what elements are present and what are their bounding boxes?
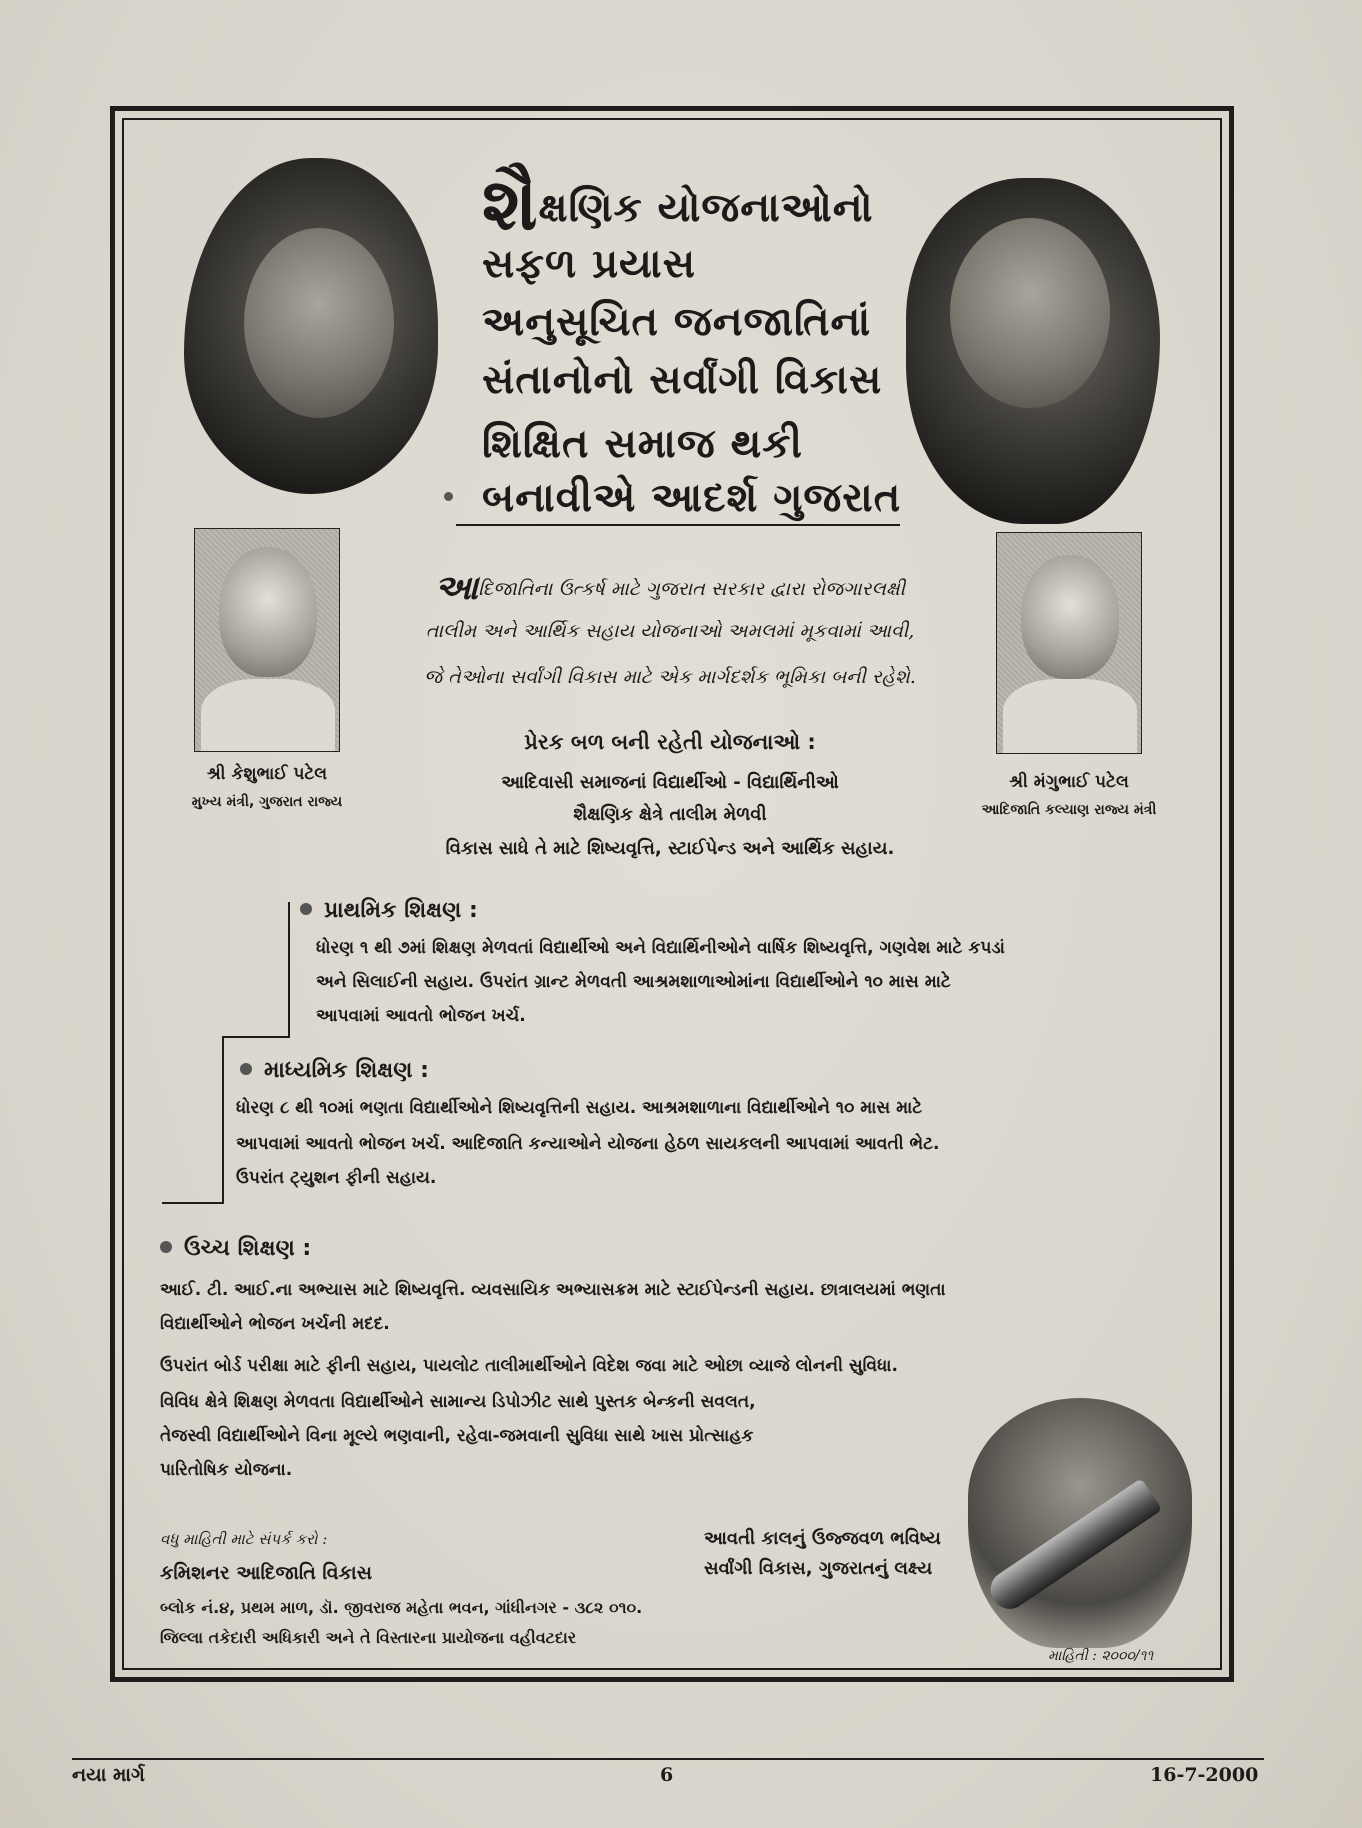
contact-address: બ્લોક નં.૪, પ્રથમ માળ, ડૉ. જીવરાજ મહેતા ભવન, ગાંધીનગર - ૩૮૨ ૦૧૦. bbox=[160, 1598, 643, 1617]
pen-hand-photo bbox=[968, 1398, 1192, 1648]
bullet-icon bbox=[240, 1063, 252, 1075]
intro-line-3: જે તેઓના સર્વાંગી વિકાસ માટે એક માર્ગદર્શક ભૂમિકા બની રહેશે. bbox=[424, 666, 916, 688]
child-photo-right bbox=[906, 178, 1160, 524]
headline-line-2: સફળ પ્રયાસ bbox=[482, 241, 697, 287]
motivating-heading: પ્રેરક બળ બની રહેતી યોજનાઓ : bbox=[524, 730, 816, 754]
leader-right-title: આદિજાતિ કલ્યાણ રાજ્ય મંત્રી bbox=[981, 802, 1157, 818]
headline-underline bbox=[456, 524, 900, 526]
secondary-line-1: ધોરણ ૮ થી ૧૦માં ભણતા વિદ્યાર્થીઓને શિષ્યવૃત્તિની સહાય. આશ્રમશાળાના વિદ્યાર્થીઓને ૧૦ માસ માટે bbox=[236, 1098, 923, 1118]
primary-line-2: અને સિલાઈની સહાય. ઉપરાંત ગ્રાન્ટ મેળવતી આશ્રમશાળાઓમાંના વિદ્યાર્થીઓને ૧૦ માસ માટે bbox=[316, 972, 951, 992]
secondary-bracket bbox=[222, 1036, 224, 1204]
bullet-icon bbox=[300, 903, 312, 915]
portrait-keshubhai-patel bbox=[194, 528, 340, 752]
slogan-line-2: સર્વાંગી વિકાસ, ગુજરાતનું લક્ષ્ય bbox=[704, 1558, 933, 1579]
contact-label: વધુ માહિતી માટે સંપર્ક કરો : bbox=[160, 1530, 328, 1548]
motivating-line-3: વિકાસ સાધે તે માટે શિષ્યવૃત્તિ, સ્ટાઈપેન્ડ અને આર્થિક સહાય. bbox=[445, 838, 895, 859]
leader-right-name: શ્રી મંગુભાઈ પટેલ bbox=[1009, 772, 1129, 792]
headline-line-3: અનુસૂચિત જનજાતિનાં bbox=[482, 299, 872, 345]
contact-office: કમિશનર આદિજાતિ વિકાસ bbox=[160, 1562, 373, 1584]
footer-page-number: 6 bbox=[660, 1764, 674, 1786]
primary-line-1: ધોરણ ૧ થી ૭માં શિક્ષણ મેળવતાં વિદ્યાર્થીઓ અને વિદ્યાર્થિનીઓને વાર્ષિક શિષ્યવૃત્તિ, ગણવેશ માટે કપડાં bbox=[316, 938, 1005, 958]
primary-bracket bbox=[288, 902, 290, 1038]
motivating-line-2: શૈક્ષણિક ક્ષેત્રે તાલીમ મેળવી bbox=[573, 804, 767, 825]
bullet-icon bbox=[160, 1241, 172, 1253]
headline-line-6: બનાવીએ આદર્શ ગુજરાત bbox=[482, 475, 902, 521]
headline-line-1: શૈક્ષણિક યોજનાઓનો bbox=[482, 162, 874, 246]
additional-line-3: તેજસ્વી વિદ્યાર્થીઓને વિના મૂલ્યે ભણવાની, રહેવા-જમવાની સુવિધા સાથે ખાસ પ્રોત્સાહક bbox=[160, 1426, 754, 1446]
headline-line-4: સંતાનોનો સર્વાંગી વિકાસ bbox=[482, 357, 883, 403]
motivating-line-1: આદિવાસી સમાજનાં વિદ્યાર્થીઓ - વિદ્યાર્થિનીઓ bbox=[501, 772, 839, 793]
slogan-line-1: આવતી કાલનું ઉજ્જવળ ભવિષ્ય bbox=[704, 1528, 941, 1549]
intro-line-1: આદિજાતિના ઉત્કર્ષ માટે ગુજરાત સરકાર દ્વારા રોજગારલક્ષી bbox=[434, 568, 906, 608]
additional-line-4: પારિતોષિક યોજના. bbox=[160, 1460, 293, 1480]
secondary-heading: માધ્યમિક શિક્ષણ : bbox=[240, 1058, 429, 1083]
footer-rule bbox=[72, 1758, 1264, 1760]
intro-line-2: તાલીમ અને આર્થિક સહાય યોજનાઓ અમલમાં મૂકવામાં આવી, bbox=[425, 620, 915, 642]
headline-initial: શૈ bbox=[482, 162, 539, 246]
footer-publication: નયા માર્ગ bbox=[72, 1764, 145, 1786]
ad-code: માહિતી : ૨૦૦૦/૧૧ bbox=[1048, 1648, 1154, 1664]
higher-line-2: વિદ્યાર્થીઓને ભોજન ખર્ચની મદદ. bbox=[160, 1314, 390, 1334]
footer-date: 16-7-2000 bbox=[1150, 1764, 1259, 1786]
contact-district: જિલ્લા તકેદારી અધિકારી અને તે વિસ્તારના પ્રાયોજના વહીવટદાર bbox=[160, 1628, 577, 1647]
headline-bullet-icon bbox=[444, 492, 453, 501]
leader-left-name: શ્રી કેશુભાઈ પટેલ bbox=[206, 764, 328, 784]
higher-heading: ઉચ્ચ શિક્ષણ : bbox=[160, 1236, 311, 1261]
portrait-mangubhai-patel bbox=[996, 532, 1142, 754]
primary-heading: પ્રાથમિક શિક્ષણ : bbox=[300, 898, 478, 923]
secondary-line-3: ઉપરાંત ટ્યુશન ફીની સહાય. bbox=[236, 1168, 437, 1188]
higher-line-1: આઈ. ટી. આઈ.ના અભ્યાસ માટે શિષ્યવૃત્તિ. વ્યવસાયિક અભ્યાસક્રમ માટે સ્ટાઈપેન્ડની સહાય. છાત્રાલયમાં ભણતા bbox=[160, 1280, 946, 1300]
secondary-line-2: આપવામાં આવતો ભોજન ખર્ચ. આદિજાતિ કન્યાઓને યોજના હેઠળ સાયકલની આપવામાં આવતી ભેટ. bbox=[236, 1134, 940, 1154]
connector-line bbox=[224, 1036, 290, 1038]
headline-line-5: શિક્ષિત સમાજ થકી bbox=[482, 421, 803, 467]
secondary-bracket-foot bbox=[162, 1202, 224, 1204]
additional-line-2: વિવિધ ક્ષેત્રે શિક્ષણ મેળવતા વિદ્યાર્થીઓને સામાન્ય ડિપોઝીટ સાથે પુસ્તક બેન્કની સવલત, bbox=[160, 1392, 756, 1412]
additional-line-1: ઉપરાંત બોર્ડ પરીક્ષા માટે ફીની સહાય, પાયલોટ તાલીમાર્થીઓને વિદેશ જવા માટે ઓછા વ્યાજે લોનની સુવિધા. bbox=[160, 1356, 898, 1376]
primary-line-3: આપવામાં આવતો ભોજન ખર્ચ. bbox=[316, 1006, 526, 1026]
leader-left-title: મુખ્ય મંત્રી, ગુજરાત રાજ્ય bbox=[191, 794, 343, 810]
